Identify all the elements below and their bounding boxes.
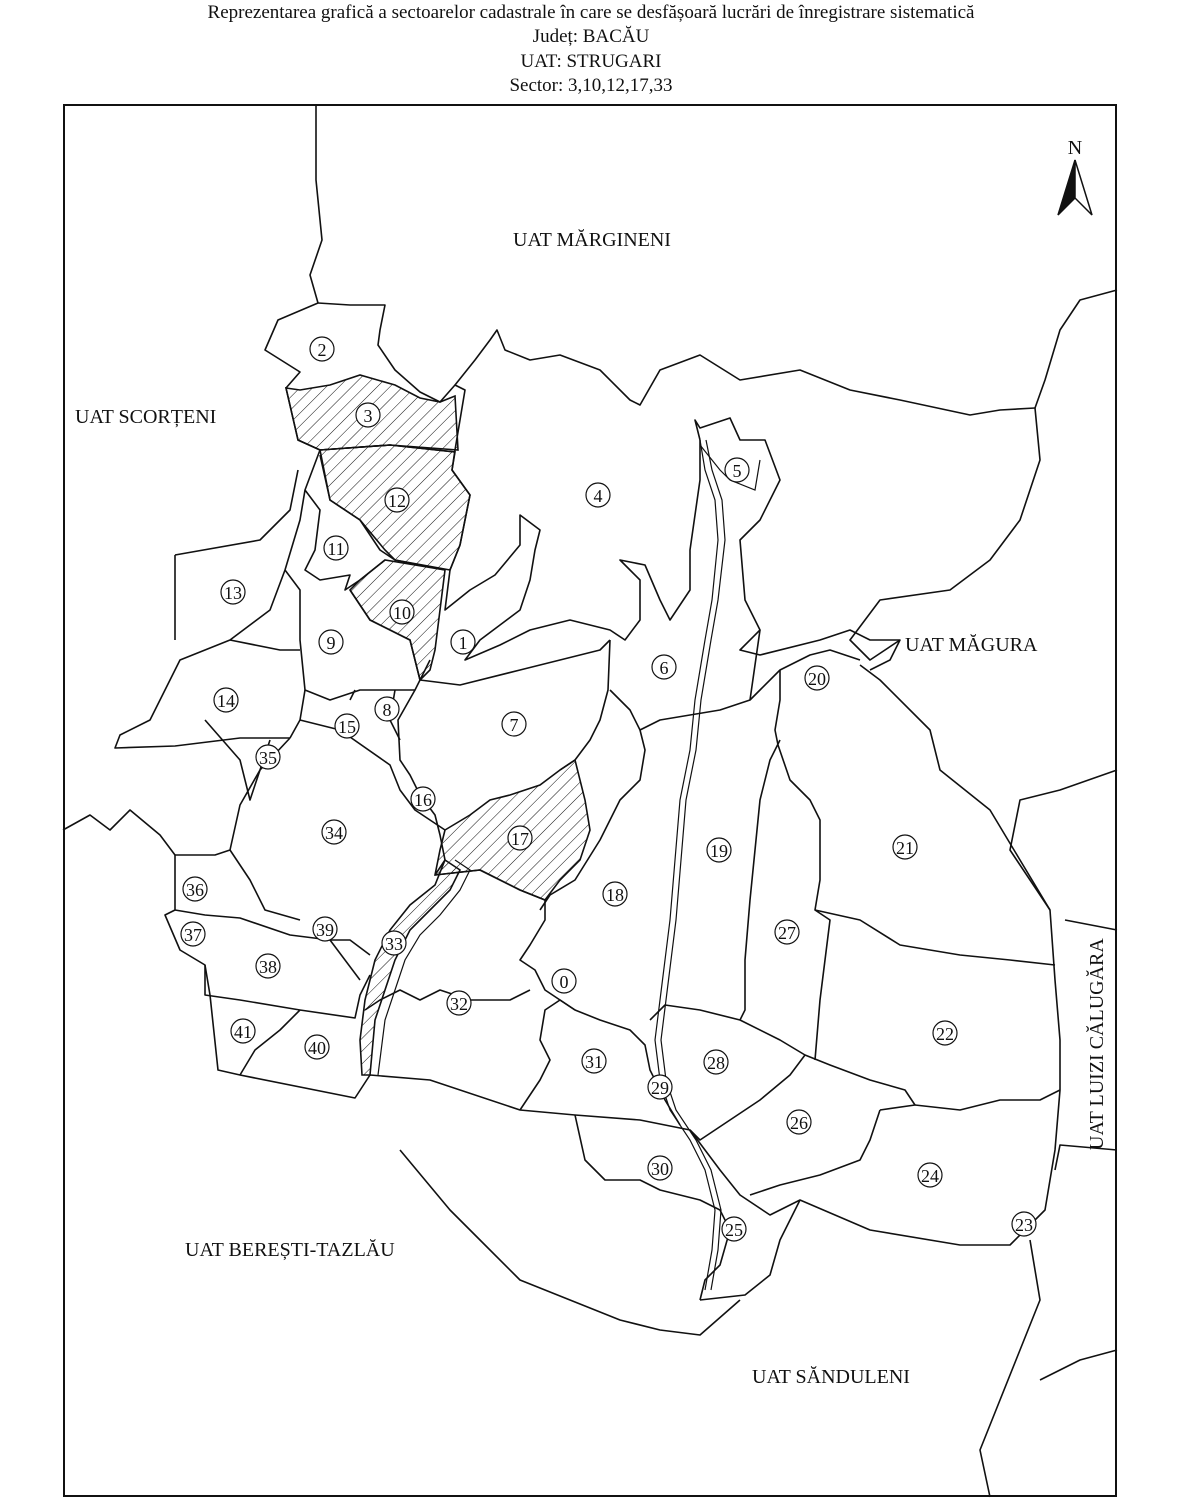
sector-0-marker[interactable]: [552, 969, 576, 993]
sector-10-label: 10: [393, 603, 411, 623]
uat-label: UAT: STRUGARI: [520, 51, 662, 72]
sector-41-marker[interactable]: [231, 1019, 255, 1043]
sector-22-marker[interactable]: [933, 1021, 957, 1045]
sector-2-marker[interactable]: [310, 337, 334, 361]
label-uat-scorteni: UAT SCORȚENI: [75, 406, 217, 428]
sector-27-label: 27: [778, 923, 796, 943]
sector-30-marker[interactable]: [648, 1156, 672, 1180]
sector-36-label: 36: [186, 880, 204, 900]
sector-25-marker[interactable]: [722, 1217, 746, 1241]
sector-list-label: Sector: 3,10,12,17,33: [509, 75, 673, 96]
sector-6-marker[interactable]: [652, 655, 676, 679]
sector-14-label: 14: [217, 691, 235, 711]
sector-21-marker[interactable]: [893, 835, 917, 859]
sector-40-marker[interactable]: [305, 1035, 329, 1059]
sector-4-marker[interactable]: [586, 483, 610, 507]
sector-29-label: 29: [651, 1078, 669, 1098]
sector-23-marker[interactable]: [1012, 1212, 1036, 1236]
sector-7-label: 7: [509, 715, 519, 735]
label-uat-sanduleni: UAT SĂNDULENI: [752, 1366, 910, 1388]
sector-41-label: 41: [234, 1022, 252, 1042]
north-arrow-label: N: [1067, 137, 1083, 159]
sector-20-label: 20: [808, 669, 826, 689]
sector-22-label: 22: [936, 1024, 954, 1044]
sector-12-label: 12: [388, 491, 406, 511]
sector-33-marker[interactable]: [382, 931, 406, 955]
sector-28-label: 28: [707, 1053, 725, 1073]
label-uat-beresti-tazlau: UAT BEREȘTI-TAZLĂU: [185, 1239, 395, 1261]
sector-4-label: 4: [593, 486, 603, 506]
label-uat-magura: UAT MĂGURA: [905, 634, 1038, 656]
hatched-sectors: [286, 375, 590, 1075]
sector-33-label: 33: [385, 934, 403, 954]
sector-21-label: 21: [896, 838, 914, 858]
sector-36-marker[interactable]: [183, 877, 207, 901]
sector-10-marker[interactable]: [390, 600, 414, 624]
sector-0-label: 0: [559, 972, 569, 992]
sector-11-marker[interactable]: [324, 536, 348, 560]
sector-26-label: 26: [790, 1113, 808, 1133]
sector-35-marker[interactable]: [256, 745, 280, 769]
sector-20-marker[interactable]: [805, 666, 829, 690]
sector-27-marker[interactable]: [775, 920, 799, 944]
sector-30-label: 30: [651, 1159, 669, 1179]
sector-19-marker[interactable]: [707, 838, 731, 862]
sector-16-marker[interactable]: [411, 787, 435, 811]
sector-14-marker[interactable]: [214, 688, 238, 712]
sector-24-label: 24: [921, 1166, 939, 1186]
label-uat-luizi-calugara: UAT LUIZI CĂLUGĂRA: [1086, 938, 1108, 1150]
sector-5-label: 5: [732, 461, 742, 481]
county-label: Județ: BACĂU: [532, 26, 650, 47]
sector-3-label: 3: [363, 406, 373, 426]
neighbor-boundaries: [63, 104, 1117, 1497]
sector-39-label: 39: [316, 920, 334, 940]
sector-17-label: 17: [511, 829, 529, 849]
sector-8-marker[interactable]: [375, 697, 399, 721]
sector-8-label: 8: [382, 700, 392, 720]
sector-32-marker[interactable]: [447, 991, 471, 1015]
sector-5-marker[interactable]: [725, 458, 749, 482]
sector-3-marker[interactable]: [356, 403, 380, 427]
sector-9-marker[interactable]: [319, 630, 343, 654]
sector-33-area[interactable]: [360, 860, 460, 1075]
sector-25-label: 25: [725, 1220, 743, 1240]
sector-35-label: 35: [259, 748, 277, 768]
north-arrow-icon: [1058, 137, 1092, 215]
sector-29-marker[interactable]: [648, 1075, 672, 1099]
sector-2-label: 2: [317, 340, 327, 360]
sector-38-marker[interactable]: [256, 954, 280, 978]
sector-18-label: 18: [606, 885, 624, 905]
sector-28-marker[interactable]: [704, 1050, 728, 1074]
sector-18-marker[interactable]: [603, 882, 627, 906]
sector-13-marker[interactable]: [221, 580, 245, 604]
territory-outline: [115, 303, 1060, 1245]
sector-38-label: 38: [259, 957, 277, 977]
sector-16-label: 16: [414, 790, 432, 810]
sector-37-label: 37: [184, 925, 202, 945]
sector-23-label: 23: [1015, 1215, 1033, 1235]
sector-7-marker[interactable]: [502, 712, 526, 736]
sector-15-label: 15: [338, 717, 356, 737]
sector-34-label: 34: [325, 823, 343, 843]
sector-24-marker[interactable]: [918, 1163, 942, 1187]
map-title: Reprezentarea grafică a sectoarelor cadastrale în care se desfășoară lucrări de înregistrare sistematică: [207, 2, 975, 23]
sector-40-label: 40: [308, 1038, 326, 1058]
sector-9-label: 9: [326, 633, 336, 653]
label-uat-margineni: UAT MĂRGINENI: [513, 229, 671, 251]
sector-31-label: 31: [585, 1052, 603, 1072]
sector-15-marker[interactable]: [335, 714, 359, 738]
sector-17-marker[interactable]: [508, 826, 532, 850]
sector-19-label: 19: [710, 841, 728, 861]
neighbor-labels: [75, 228, 1108, 1388]
sector-13-label: 13: [224, 583, 242, 603]
sector-37-marker[interactable]: [181, 922, 205, 946]
sector-34-marker[interactable]: [322, 820, 346, 844]
sector-11-label: 11: [327, 539, 345, 559]
sector-6-label: 6: [659, 658, 669, 678]
sector-1-marker[interactable]: [451, 630, 475, 654]
sector-31-marker[interactable]: [582, 1049, 606, 1073]
sector-1-label: 1: [458, 633, 468, 653]
sector-32-label: 32: [450, 994, 468, 1014]
sector-12-marker[interactable]: [385, 488, 409, 512]
sector-39-marker[interactable]: [313, 917, 337, 941]
sector-26-marker[interactable]: [787, 1110, 811, 1134]
